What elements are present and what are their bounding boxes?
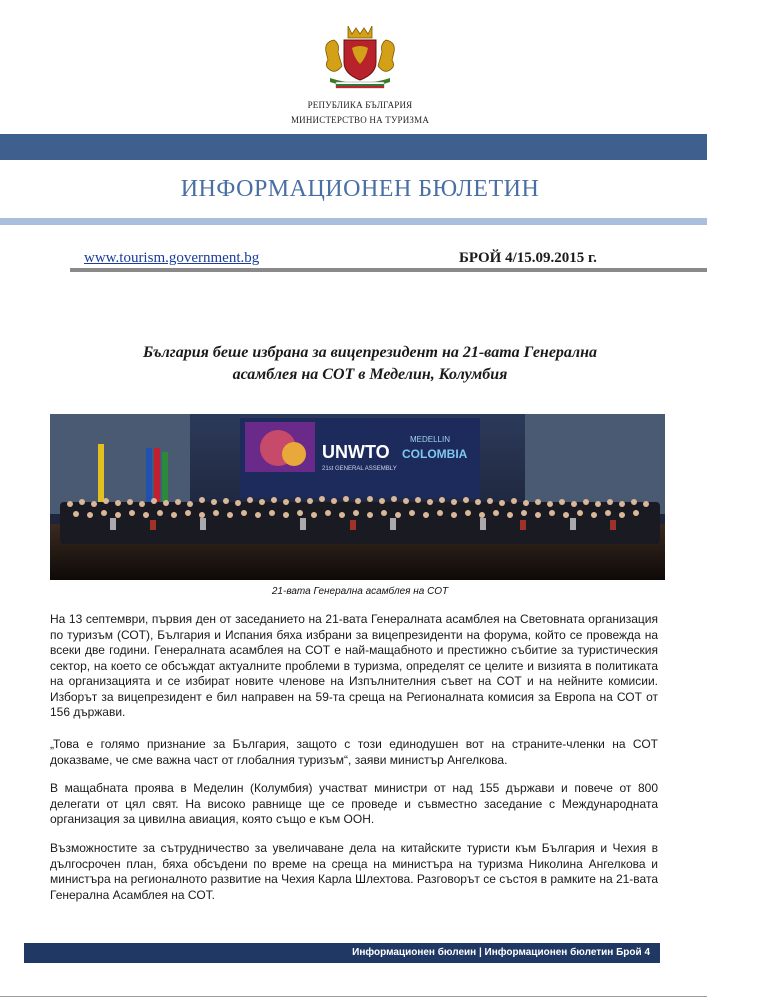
- republic-label: РЕПУБЛИКА БЪЛГАРИЯ: [307, 100, 413, 110]
- headline-line-2: асамблея на СОТ в Меделин, Колумбия: [232, 366, 508, 383]
- banner-country: COLOMBIA: [402, 447, 468, 461]
- photo-caption: 21-вата Генерална асамблея на СОТ: [271, 586, 449, 597]
- banner-city: MEDELLIN: [410, 435, 451, 444]
- assembly-group-photo: [50, 414, 665, 580]
- bottom-rule: [0, 996, 707, 997]
- headline-line-1: България беше избрана за вицепрезидент на 21-вата Генерална: [142, 344, 598, 361]
- website-link[interactable]: www.tourism.government.bg: [84, 250, 260, 266]
- article-paragraph: „Това е голямо признание за България, защото с този единодушен вот на страните-членки на СОТ доказваме, че сме важна част от глобалния туризъм“, заяви министър Ангелкова.: [50, 737, 658, 767]
- issue-number: БРОЙ 4/15.09.2015 г.: [459, 250, 597, 266]
- article-paragraph: На 13 септември, първия ден от заседанието на 21-вата Генералната асамблея на Световната организация по туризъм (СОТ), България и Испания бяха избрани за вицепрезиденти на форума, който се провежда на всеки две години. Генералната асамблея на СОТ е най-мащабното и престижно събитие за туристическия сектор, на което се обсъждат актуалните проблеми в туризма, определят се целите и визията в политиката на организацията и се избират новите членове на Изпълнителния съвет на СОТ и на нейните комисии. Изборът за вицепрезидент е бил направен на 59-та среща на Регионалната комисия за Европа на СОТ от 156 държави.: [50, 612, 658, 719]
- article-paragraph: Възможностите за сътрудничество за увеличаване дела на китайските туристи към България и Чехия в дългосрочен план, бяха обсъдени по време на среща на министъра на туризма Николина Ангелкова и министъра на регионалното развитие на Чехия Карла Шлехтова. Разговорът се състоя в рамките на 21-вата Генерална Асамблея на СОТ.: [50, 841, 658, 902]
- page-footer: Информационен бюлеин | Информационен бюлетин Брой 4: [24, 943, 660, 963]
- ministry-label: МИНИСТЕРСТВО НА ТУРИЗМА: [290, 115, 430, 125]
- article-paragraph: В мащабната проява в Меделин (Колумбия) участват министри от над 155 държави и повече от 800 делегати от цял свят. На високо равнище ще се проведе и съвместно заседание с Международната организация за цивилна авиация, която също е към ООН.: [50, 781, 658, 826]
- title-divider: [0, 218, 707, 225]
- bulletin-title: ИНФОРМАЦИОНЕН БЮЛЕТИН: [180, 176, 540, 202]
- banner-subtitle: 21st GENERAL ASSEMBLY: [322, 466, 397, 472]
- header-rule: [70, 268, 707, 272]
- article-headline: [60, 342, 680, 386]
- banner-unwto: UNWTO: [322, 442, 390, 462]
- coat-of-arms-emblem: [318, 22, 402, 92]
- header-bar: [0, 134, 707, 160]
